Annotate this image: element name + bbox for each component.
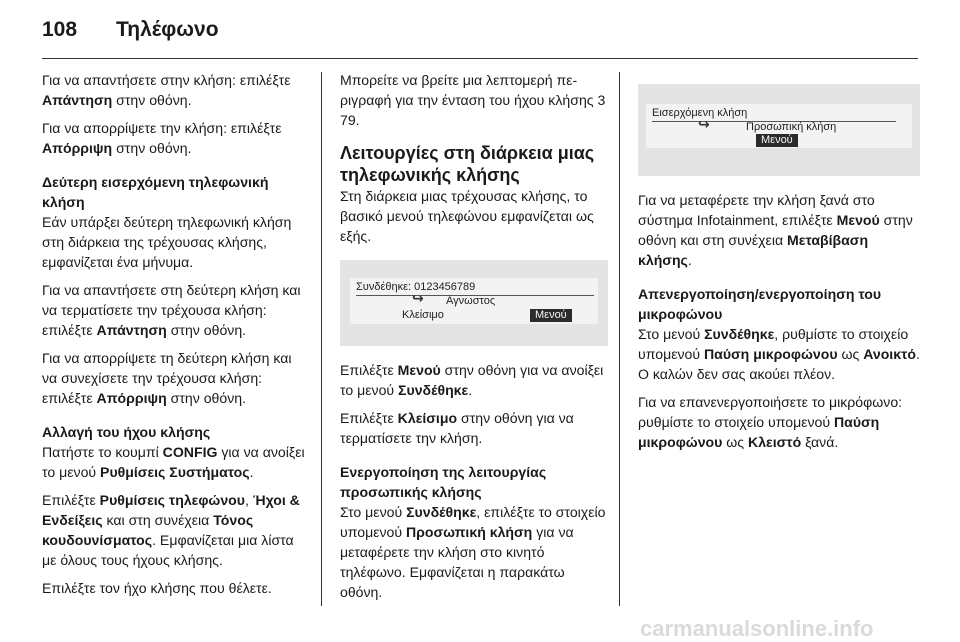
page-ref-icon: 3: [597, 92, 606, 108]
paragraph-during-call: Στη διάρκεια μιας τρέχουσας κλήσης, το βασικό μενού τηλεφώνου εμφανίζεται ως εξής.: [340, 188, 594, 244]
heading-private-call: Ενεργοποίηση της λειτουργίας προσωπικής κλήσης: [340, 464, 547, 500]
screen-header: Εισερχόμενη κλήση: [652, 107, 896, 122]
heading-microphone: Απενεργοποίηση/ενεργοποίηση του μικροφώνου: [638, 286, 882, 322]
paragraph-select-ringtone: Επιλέξτε τον ήχο κλήσης που θέλετε.: [42, 580, 272, 596]
paragraph-ringtone-menu: Επιλέξτε Ρυθμίσεις τηλεφώνου, Ήχοι & Ενδείξεις και στη συνέχεια Τόνος κουδουνίσματος. Εμφανίζεται μια λίστα με όλους τους ήχους κλήσης.: [42, 492, 300, 568]
screen-illustration-connected: [340, 260, 608, 346]
column-1: [42, 70, 310, 606]
screen-menu-label: Μενού: [756, 134, 798, 147]
caller-name: Αγνωστος: [446, 295, 496, 307]
column-3: [638, 70, 920, 460]
paragraph-answer-call: Για να απαντήσετε στην κλήση: επιλέξτε Απάντηση στην οθόνη.: [42, 72, 291, 108]
screen-menu-label: Μενού: [530, 309, 572, 322]
column-divider-1: [321, 72, 322, 606]
paragraph-volume-ref: Μπορείτε να βρείτε μια λεπτομερή περιγραφή για την ένταση του ήχου κλήσης 3 79.: [340, 72, 606, 128]
heading-second-call: Δεύτερη εισερχόμενη τηλεφωνική κλήση: [42, 174, 269, 210]
page-title: Τηλέφωνο: [116, 18, 219, 41]
section-title-during-call: Λειτουργίες στη διάρκεια μιας τηλεφωνικής κλήσης: [340, 143, 595, 185]
header-divider: [42, 58, 918, 59]
paragraph-unmute-mic: Για να επανενεργοποιήσετε το μικρόφωνο: ρυθμίστε το στοιχείο υπομενού Παύση μικροφώνου ως Κλειστό ξανά.: [638, 394, 903, 450]
paragraph-reject-call: Για να απορρίψετε την κλήση: επιλέξτε Απόρριψη στην οθόνη.: [42, 120, 282, 156]
phone-transfer-icon: ↪: [412, 290, 424, 306]
paragraph-select-close: Επιλέξτε Κλείσιμο στην οθόνη για να τερματίσετε την κλήση.: [340, 410, 574, 446]
column-divider-2: [619, 72, 620, 606]
private-call-label: Προσωπική κλήση: [746, 121, 837, 133]
paragraph-answer-second: Για να απαντήσετε στη δεύτερη κλήση και να τερματίσετε την τρέχουσα κλήση: επιλέξτε Απάντηση στην οθόνη.: [42, 282, 301, 338]
paragraph-reject-second: Για να απορρίψετε τη δεύτερη κλήση και να συνεχίσετε την τρέχουσα κλήση: επιλέξτε Απόρριψη στην οθόνη.: [42, 350, 292, 406]
column-2: [340, 70, 608, 610]
screen-end-call-label: Κλείσιμο: [402, 309, 444, 321]
paragraph-mute-mic: Στο μενού Συνδέθηκε, ρυθμίστε το στοιχείο υπομενού Παύση μικροφώνου ως Ανοικτό. Ο καλών δεν σας ακούει πλέον.: [638, 326, 920, 382]
paragraph-select-menu: Επιλέξτε Μενού στην οθόνη για να ανοίξει το μενού Συνδέθηκε.: [340, 362, 604, 398]
screen-header: Συνδέθηκε: 0123456789: [356, 281, 594, 296]
heading-ringtone: Αλλαγή του ήχου κλήσης: [42, 424, 211, 440]
phone-transfer-icon: ↪: [698, 116, 710, 132]
paragraph-transfer-back: Για να μεταφέρετε την κλήση ξανά στο σύστημα Infotainment, επιλέξτε Μενού στην οθόνη και στη συνέχεια Μεταβίβαση κλήσης.: [638, 192, 913, 268]
paragraph-config: Πατήστε το κουμπί CONFIG για να ανοίξει το μενού Ρυθμίσεις Συστήματος.: [42, 444, 305, 480]
paragraph-private-call: Στο μενού Συνδέθηκε, επιλέξτε το στοιχείο υπομενού Προσωπική κλήση για να μεταφέρετε την κλήση στο κινητό τηλέφωνο. Εμφανίζεται η παρακάτω οθόνη.: [340, 504, 606, 600]
screen-illustration-private: [638, 84, 920, 176]
page-number: 108: [42, 18, 78, 41]
paragraph-second-call: Εάν υπάρξει δεύτερη τηλεφωνική κλήση στη διάρκεια της τρέχουσας κλήσης, εμφανίζεται ένα μήνυμα.: [42, 214, 292, 270]
watermark: carmanualsonline.info: [640, 616, 874, 641]
